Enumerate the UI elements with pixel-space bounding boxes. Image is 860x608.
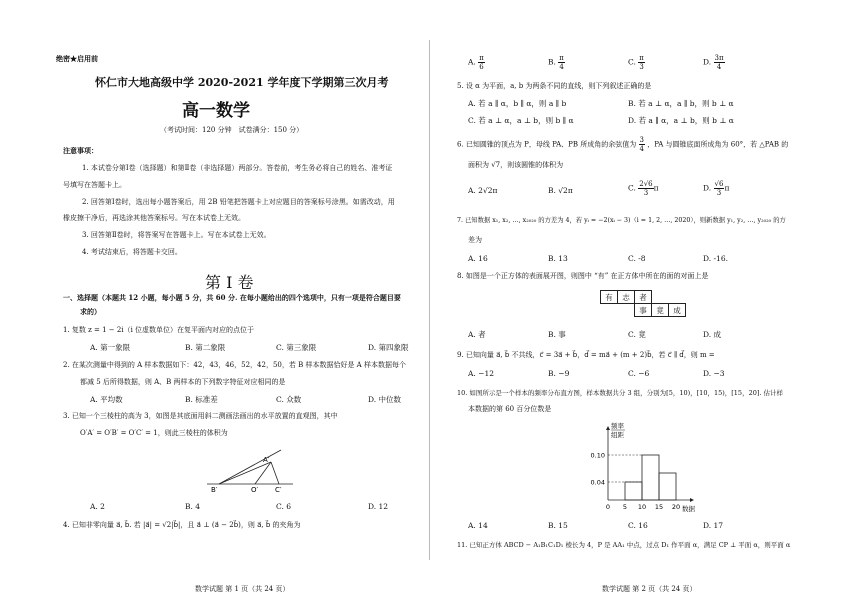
section-title: 第 Ⅰ 卷 <box>205 273 254 292</box>
net-cell: 竟 <box>651 303 669 317</box>
q7-option-c[interactable]: C. -8 <box>628 254 646 263</box>
footer-right: 数学试题 第 2 页（共 24 页） <box>602 585 697 593</box>
footer-left: 数学试题 第 1 页（共 24 页） <box>195 585 290 593</box>
notice-line: 橡皮擦干净后，再选涂其他答案标号。写在本试卷上无效。 <box>63 214 245 222</box>
question-4-stem: 4. 已知非零向量 a⃗, b⃗. 若 |a⃗| = √2|b⃗|，且 a⃗ ⊥ (a⃗ − 2b⃗)，则 a⃗, b⃗ 的夹角为 <box>63 521 301 529</box>
notice-line: 3. 回答第Ⅱ卷时，将答案写在答题卡上。写在本试卷上无效。 <box>82 231 271 239</box>
notice-heading: 注意事项： <box>63 146 98 155</box>
q1-option-a[interactable]: A. 第一象限 <box>90 343 131 352</box>
histogram-chart <box>580 420 700 515</box>
histogram-bar <box>625 482 642 500</box>
q6-option-a[interactable]: A. 2√2π <box>468 186 498 195</box>
subject-title: 高一数学 <box>182 101 250 121</box>
question-6-stem: 6. 已知圆锥的顶点为 P，母线 PA、PB 所成角的余弦值为 $\frac{3}{4}$ ，PA 与圆锥底面所成角为 60°，若 △PAB 的 <box>457 136 789 153</box>
question-6-stem-cont: 面积为 √7，则该圆锥的体积为 <box>468 161 564 169</box>
label-c-prime: C′ <box>275 486 282 494</box>
x-tick-label: 20 <box>671 503 681 511</box>
histogram-bar <box>659 473 676 500</box>
q2-option-c[interactable]: C. 众数 <box>276 395 302 404</box>
net-cell: 者 <box>634 290 652 304</box>
question-8-stem: 8. 如图是一个正方体的表面展开图，则图中 “有” 在正方体中所在的面的对面上是 <box>457 272 709 280</box>
q5-option-c[interactable]: C. 若 a ⊥ α，a ⊥ b，则 b ∥ α <box>468 116 574 125</box>
q8-option-d[interactable]: D. 成 <box>703 330 722 339</box>
exam-meta: （考试时间：120 分钟 试卷满分：150 分） <box>160 126 304 134</box>
q3-option-a[interactable]: A. 2 <box>90 502 105 511</box>
q3-option-b[interactable]: B. 4 <box>185 502 201 511</box>
question-2-stem-cont: 都减 5 后所得数据，则 A、B 两样本的下列数字特征对应相同的是 <box>80 378 286 386</box>
question-1-stem: 1. 复数 z = 1 − 2i（i 位虚数单位）在复平面内对应的点位于 <box>63 326 255 334</box>
q8-option-b[interactable]: B. 事 <box>548 330 566 339</box>
q1-option-b[interactable]: B. 第二象限 <box>185 343 226 352</box>
y-tick-label: 0.04 <box>590 478 605 487</box>
notice-line: 1. 本试卷分第Ⅰ卷（选择题）和第Ⅱ卷（非选择题）两部分。答卷前，考生务必将自己的姓名、准考证 <box>82 164 393 172</box>
q4-option-b[interactable]: B. $\frac{\pi}{4}$ <box>548 54 564 71</box>
part1-heading-cont: 求的） <box>80 307 101 316</box>
question-11-stem: 11. 已知正方体 ABCD − A₁B₁C₁D₁ 棱长为 4，P 是 AA₁ 中点，过点 D₁ 作平面 α，满足 CP ⊥ 平面 α，则平面 α <box>457 541 791 549</box>
question-5-stem: 5. 设 α 为平面，a, b 为两条不同的直线，则下列叙述正确的是 <box>457 82 652 90</box>
q1-option-d[interactable]: D. 第四象限 <box>368 343 409 352</box>
q3-option-d[interactable]: D. 12 <box>368 502 389 511</box>
q4-option-d[interactable]: D. $\frac{3\pi}{4}$ <box>703 54 724 71</box>
label-a-prime: A′ <box>263 456 270 464</box>
q6-option-b[interactable]: B. √2π <box>548 186 573 195</box>
q9-option-b[interactable]: B. −9 <box>548 369 570 378</box>
q7-option-a[interactable]: A. 16 <box>468 254 488 263</box>
question-7-stem: 7. 已知数据 x₁, x₂, …, x₂₀₂₀ 的方差为 4，若 yᵢ = −2(xᵢ − 3)（i = 1, 2, …, 2020），则新数据 y₁, y₂, …, y₂₀₂₀ 的方 <box>457 217 786 224</box>
question-9-stem: 9. 已知向量 a⃗, b⃗ 不共线，c⃗ = 3a⃗ + b⃗，d⃗ = ma⃗ + (m + 2)b⃗，若 c⃗ ∥ d⃗，则 m = <box>457 351 715 359</box>
q1-option-c[interactable]: C. 第三象限 <box>276 343 317 352</box>
part1-heading: 一、选择题（本题共 12 小题，每小题 5 分，共 60 分. 在每小题给出的四个选项中，只有一项是符合题目要 <box>63 293 401 302</box>
x-tick-label: 5 <box>622 503 628 511</box>
q2-option-d[interactable]: D. 中位数 <box>368 395 402 404</box>
x-tick-label: 15 <box>654 503 664 511</box>
q5-option-d[interactable]: D. 若 a ∥ α，a ⊥ b，则 b ⊥ α <box>628 116 734 125</box>
net-cell: 志 <box>617 290 635 304</box>
question-10-stem: 10. 如图所示是一个样本的频率分布直方图，样本数据共分 3 组，分别为[5，10)，[10，15)，[15，20]. 估计样 <box>457 389 784 397</box>
label-o-prime: O′ <box>251 486 259 494</box>
notice-line: 2. 回答第Ⅰ卷时，选出每小题答案后，用 2B 铅笔把答题卡上对应题目的答案标号涂黑。如需改动，用 <box>82 198 395 206</box>
question-7-stem-cont: 差为 <box>468 236 482 244</box>
net-cell: 成 <box>668 303 686 317</box>
q4-option-c[interactable]: C. $\frac{\pi}{3}$ <box>628 54 644 71</box>
q7-option-b[interactable]: B. 13 <box>548 254 568 263</box>
y-tick-label: 0.10 <box>590 451 605 460</box>
q5-option-b[interactable]: B. 若 a ⊥ α，a ∥ b，则 b ⊥ α <box>628 99 734 108</box>
x-tick-label: 10 <box>637 503 647 511</box>
secret-mark: 绝密★启用前 <box>56 54 98 63</box>
net-cell: 事 <box>634 303 652 317</box>
q9-option-c[interactable]: C. −6 <box>628 369 650 378</box>
oblique-view-figure <box>205 448 305 496</box>
q6-option-d[interactable]: D. $\frac{√6}{3}$ π <box>703 180 730 197</box>
q10-option-a[interactable]: A. 14 <box>468 521 488 530</box>
q7-option-d[interactable]: D. -16. <box>703 254 728 263</box>
q10-option-d[interactable]: D. 17 <box>703 521 724 530</box>
question-2-stem: 2. 在某次测量中得到的 A 样本数据如下：42，43，46，52，42，50，若 B 样本数据恰好是 A 样本数据每个 <box>63 361 406 369</box>
y-axis-label: 频率 <box>611 422 624 430</box>
q8-option-c[interactable]: C. 竟 <box>628 330 646 339</box>
q8-option-a[interactable]: A. 者 <box>468 330 486 339</box>
q2-option-a[interactable]: A. 平均数 <box>90 395 123 404</box>
x-axis-arrow <box>690 498 694 502</box>
page-right <box>430 0 860 608</box>
notice-line: 4. 考试结束后，将答题卡交回。 <box>82 248 182 256</box>
net-cell: 有 <box>600 290 618 304</box>
q9-option-d[interactable]: D. −3 <box>703 369 725 378</box>
question-3-stem-cont: O′A′ = O′B′ = O′C′ = 1，则此三棱柱的体积为 <box>80 429 228 437</box>
y-axis-arrow <box>606 426 610 430</box>
question-10-stem-cont: 本数据的第 60 百分位数是 <box>468 405 552 413</box>
x-axis-label: 数据 <box>682 505 695 513</box>
notice-line: 号填写在答题卡上。 <box>63 181 126 189</box>
q4-option-a[interactable]: A. $\frac{\pi}{6}$ <box>468 54 484 71</box>
question-3-stem: 3. 已知一个三棱柱的高为 3，如图是其底面用斜二测画法画出的水平放置的直观图，其中 <box>63 412 338 420</box>
histogram-bar <box>642 455 659 500</box>
q3-option-c[interactable]: C. 6 <box>276 502 292 511</box>
label-b-prime: B′ <box>211 486 218 494</box>
q10-option-b[interactable]: B. 15 <box>548 521 568 530</box>
q2-option-b[interactable]: B. 标准差 <box>185 395 218 404</box>
y-axis-label: 组距 <box>611 431 624 439</box>
q9-option-a[interactable]: A. −12 <box>468 369 495 378</box>
x-tick-label: 0 <box>605 503 611 511</box>
q6-option-c[interactable]: C. $\frac{2√6}{3}$ π <box>628 180 659 197</box>
q5-option-a[interactable]: A. 若 a ∥ α，b ∥ α，则 a ∥ b <box>468 99 567 108</box>
exam-title: 怀仁市大地高级中学 2020-2021 学年度下学期第三次月考 <box>95 76 389 89</box>
q10-option-c[interactable]: C. 16 <box>628 521 648 530</box>
